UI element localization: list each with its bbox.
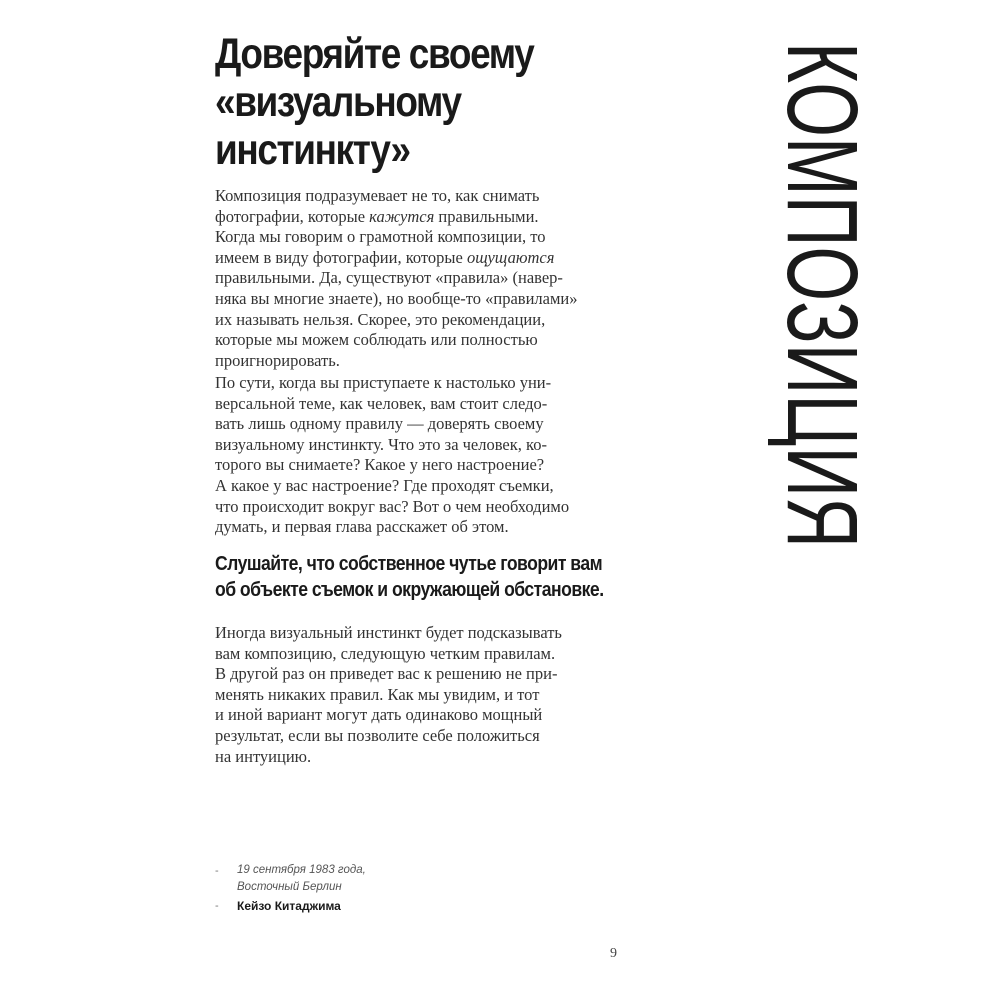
caption-dash: - [215,900,219,912]
paragraph-line: вам композицию, следующую четким правилам. [215,643,556,663]
page-number: 9 [610,946,617,961]
paragraph-line: что происходит вокруг вас? Вот о чем необходимо [215,496,570,516]
paragraph-line: версальной теме, как человек, вам стоит следо- [215,393,548,413]
subheading [215,551,629,603]
paragraph-line: которые мы можем соблюдать или полностью [215,330,538,350]
paragraph-instinct [215,373,635,538]
text-run: фотографии, которые [215,206,370,226]
paragraph-line: вать лишь одному правилу — доверять своему [215,414,544,434]
paragraph-conclusion [215,623,635,767]
emphasis-text: ощущаются [466,247,555,267]
caption-place: Восточный Берлин [237,881,342,893]
paragraph-line: их называть нельзя. Скорее, это рекомендации, [215,309,546,329]
paragraph-line: на интуицию. [215,746,312,766]
paragraph-line [215,248,635,269]
paragraph-line: визуальному инстинкту. Что это за человек, ко- [215,434,547,454]
chapter-vertical-title-svg [700,40,878,761]
paragraph-line [215,207,635,228]
paragraph-line: результат, если вы позволите себе положиться [215,725,540,745]
page-title-line-3: инстинкту» [215,126,410,174]
text-run: правильными. [434,206,539,226]
paragraph-line: менять никаких правил. Как мы увидим, и тот [215,684,540,704]
paragraph-line: торого вы снимаете? Какое у него настроение? [215,455,545,475]
subheading-line-1: Слушайте, что собственное чутье говорит вам [215,553,603,575]
caption-date: 19 сентября 1983 года, [237,864,366,876]
paragraph-line: няка вы многие знаете), но вообще-то «правилами» [215,288,578,308]
paragraph-line: По сути, когда вы приступаете к настолько уни- [215,373,552,392]
caption-date-place [237,862,366,896]
paragraph-line: и иной вариант могут дать одинаково мощный [215,705,543,725]
text-run: имеем в виду фотографии, которые [215,247,467,267]
paragraph-line: проигнорировать. [215,350,340,370]
chapter-vertical-title [700,40,878,761]
paragraph-line: правильными. Да, существуют «правила» (навер- [215,268,563,288]
paragraph-intro [215,186,635,371]
page-title-line-1: Доверяйте своему [215,30,534,78]
subheading-line-2: об объекте съемок и окружающей обстановке. [215,579,604,601]
page-title [215,30,593,174]
caption-author: Кейзо Китаджима [237,899,341,913]
paragraph-line: Когда мы говорим о грамотной композиции, то [215,227,546,247]
paragraph-line: думать, и первая глава расскажет об этом. [215,517,509,537]
paragraph-line: А какое у вас настроение? Где проходят съемки, [215,475,554,495]
page-title-line-2: «визуальному [215,78,461,126]
paragraph-line: Композиция подразумевает не то, как снимать [215,186,540,205]
emphasis-text: кажутся [369,206,435,226]
caption-dash: - [215,865,219,877]
chapter-vertical-title-text: КОМПОЗИЦИЯ [766,42,878,761]
paragraph-line: Иногда визуальный инстинкт будет подсказывать [215,623,562,642]
paragraph-line: В другой раз он приведет вас к решению не при- [215,664,558,684]
